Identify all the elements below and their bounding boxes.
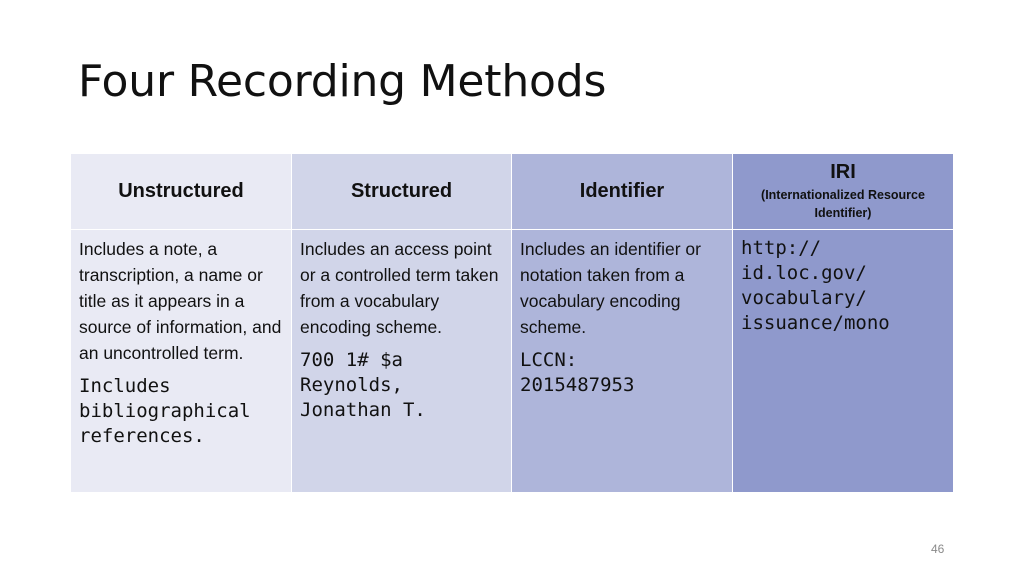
description-text: Includes a note, a transcription, a name or title as it appears in a source of information, and an uncontrolled term. xyxy=(79,239,282,363)
header-unstructured xyxy=(71,154,292,230)
header-label: Structured xyxy=(350,180,453,202)
header-label: Identifier xyxy=(579,180,665,202)
table-header-row xyxy=(71,154,954,230)
example-text: http:// id.loc.gov/ vocabulary/ issuance/mono xyxy=(741,237,890,334)
page-number: 46 xyxy=(931,542,945,556)
description-text: Includes an identifier or notation taken from a vocabulary encoding scheme. xyxy=(520,239,701,337)
slide-title: Four Recording Methods xyxy=(78,56,607,107)
header-identifier xyxy=(512,154,733,230)
example-text: 700 1# $a Reynolds, Jonathan T. xyxy=(300,349,426,421)
header-label: Unstructured xyxy=(118,180,244,202)
table-row xyxy=(71,230,954,493)
header-label: IRI xyxy=(830,161,856,183)
header-iri xyxy=(733,154,954,230)
header-sublabel: (Internationalized Resource Identifier) xyxy=(761,188,925,220)
example-text: Includes bibliographical references. xyxy=(79,375,251,447)
cell-unstructured xyxy=(71,230,292,493)
description-text: Includes an access point or a controlled term taken from a vocabulary encoding scheme. xyxy=(300,239,499,337)
example-text: LCCN: 2015487953 xyxy=(520,349,635,396)
cell-identifier xyxy=(512,230,733,493)
header-structured xyxy=(292,154,512,230)
cell-structured xyxy=(292,230,512,493)
recording-methods-table xyxy=(70,153,954,493)
cell-iri xyxy=(733,230,954,493)
